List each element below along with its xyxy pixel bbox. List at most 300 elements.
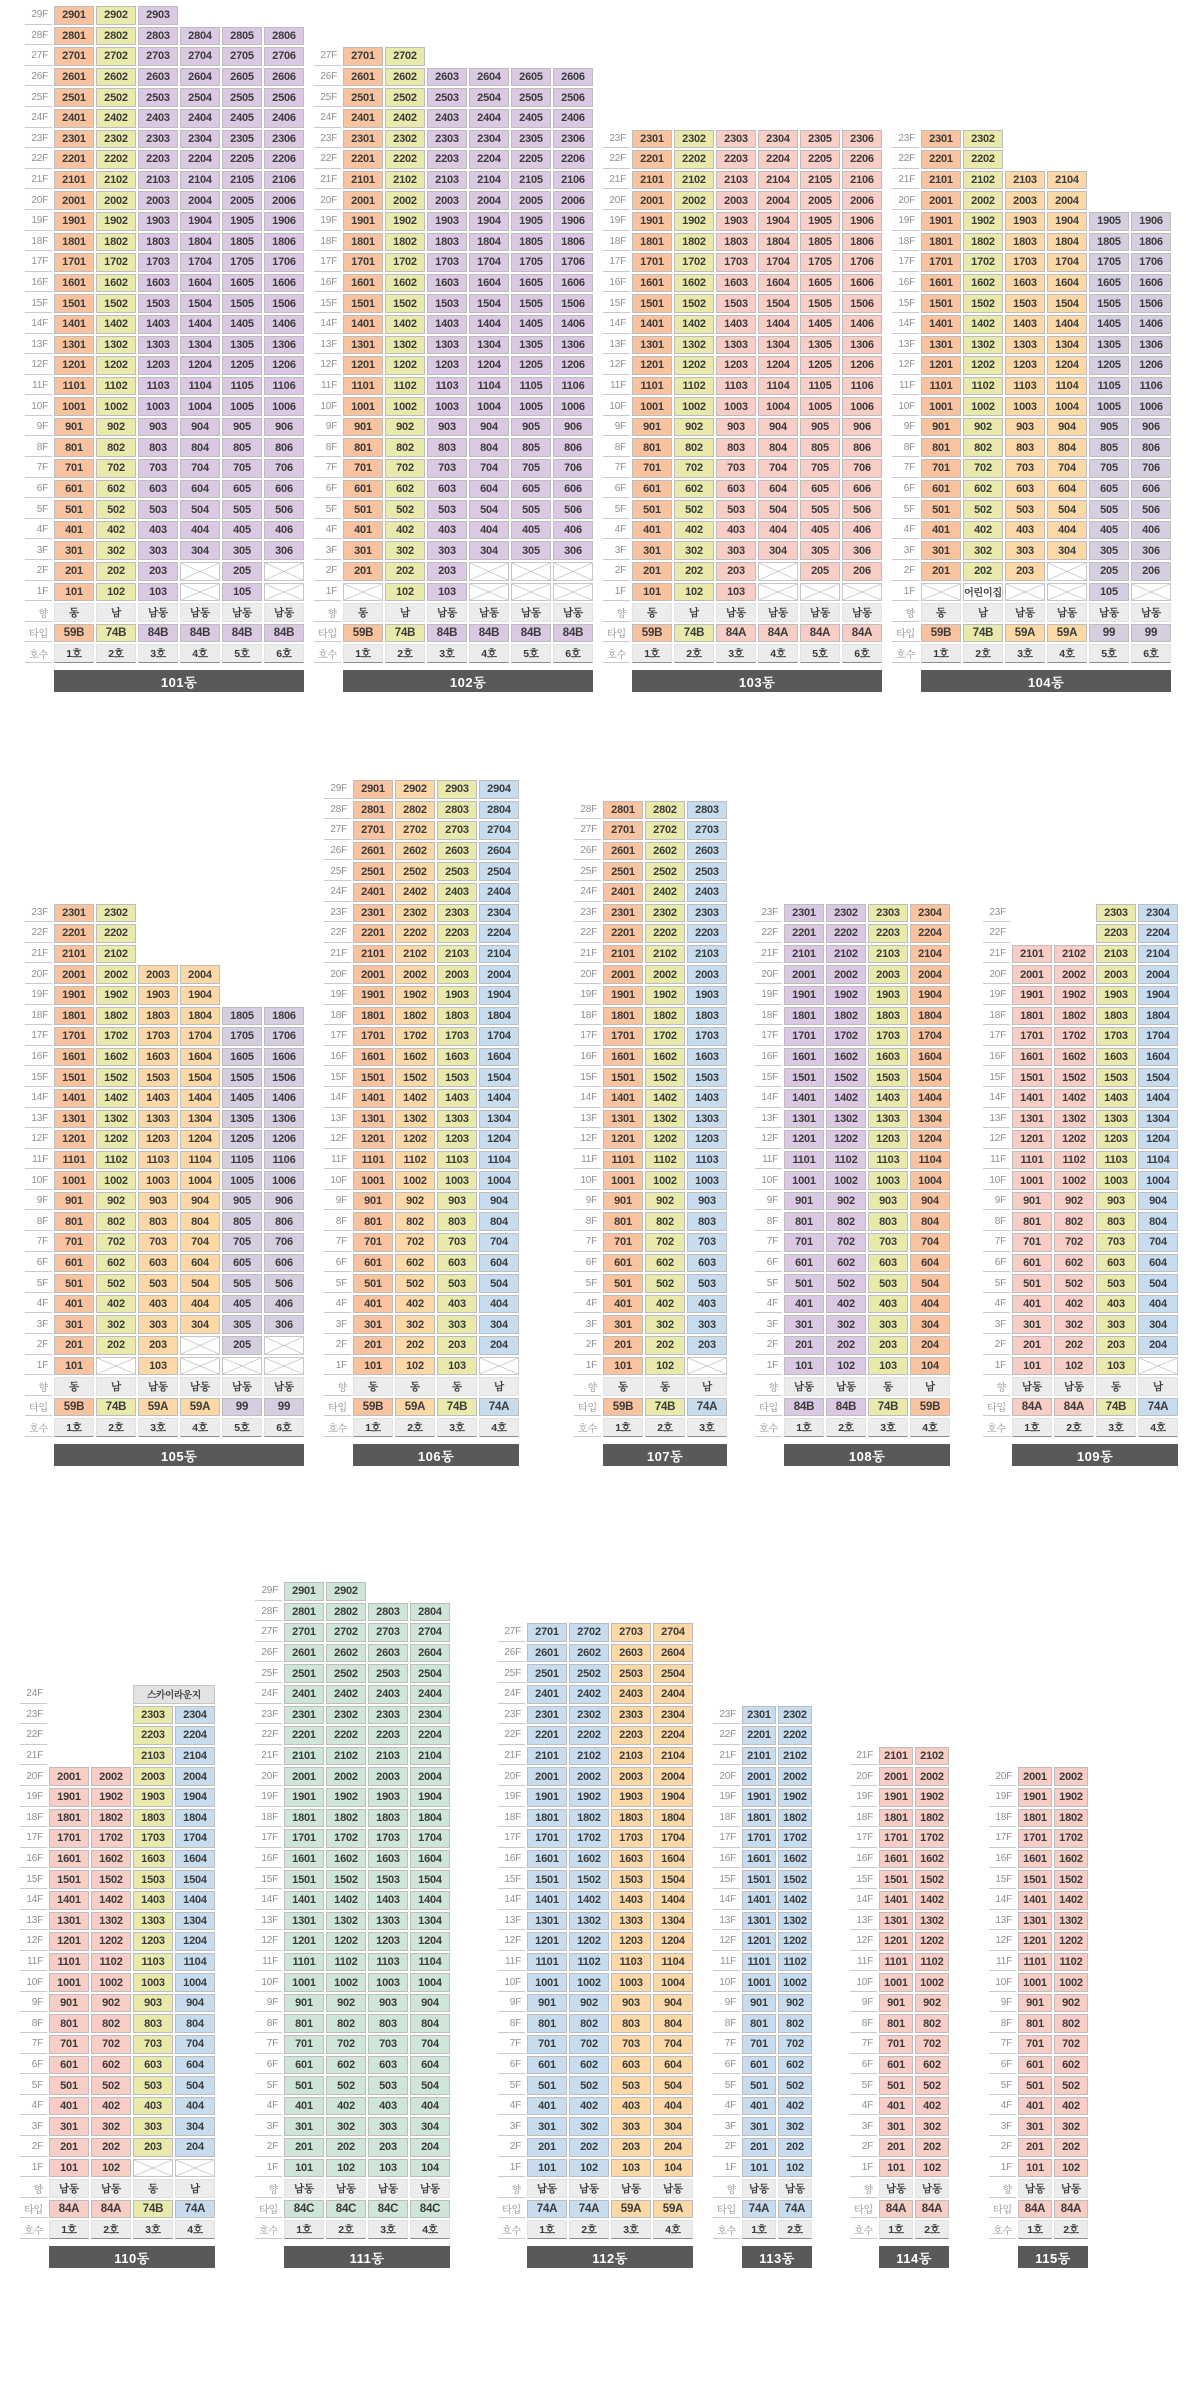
floor-label: 16F	[713, 1850, 740, 1869]
unit-no-cell: 4호	[410, 2220, 450, 2239]
floor-label: 4F	[603, 521, 630, 540]
unit-cell: 302	[915, 2117, 949, 2136]
no-unit-cell	[222, 1357, 262, 1376]
unit-cell: 502	[96, 500, 136, 519]
unit-cell: 304	[175, 2117, 215, 2136]
unit-cell: 204	[910, 1336, 950, 1355]
floor-label: 15F	[324, 1068, 351, 1087]
unit-cell: 904	[479, 1192, 519, 1211]
unit-cell: 1903	[687, 986, 727, 1005]
unit-cell: 703	[868, 1233, 908, 1252]
unit-cell: 1704	[469, 253, 509, 272]
direction-cell: 남동	[1047, 603, 1087, 622]
unit-cell: 2001	[284, 1767, 324, 1786]
floor-label: 21F	[755, 945, 782, 964]
unit-cell: 2104	[479, 945, 519, 964]
direction-cell: 남	[385, 603, 425, 622]
floor-label: 5F	[989, 2076, 1016, 2095]
direction-row-label: 향	[20, 2179, 47, 2198]
unit-cell: 1001	[603, 1171, 643, 1190]
unit-cell: 1202	[96, 356, 136, 375]
unit-cell: 906	[553, 418, 593, 437]
unit-cell: 1405	[222, 1089, 262, 1108]
unit-cell: 101	[54, 1357, 94, 1376]
unit-cell: 1404	[1138, 1089, 1178, 1108]
unit-cell: 402	[96, 1295, 136, 1314]
floor-label: 8F	[892, 438, 919, 457]
unit-cell: 702	[385, 459, 425, 478]
unit-cell: 1301	[353, 1110, 393, 1129]
unit-cell: 2802	[645, 801, 685, 820]
floor-label: 7F	[989, 2035, 1016, 2054]
unit-cell: 2903	[138, 6, 178, 25]
unit-cell: 2203	[368, 1726, 408, 1745]
unit-cell: 2203	[437, 924, 477, 943]
unit-cell: 203	[716, 562, 756, 581]
unit-cell: 502	[778, 2076, 812, 2095]
unit-cell: 2205	[222, 150, 262, 169]
building-104동	[892, 130, 1171, 692]
unit-cell: 2206	[842, 150, 882, 169]
floor-label: 8F	[983, 1212, 1010, 1231]
unit-cell: 405	[1089, 521, 1129, 540]
unit-cell: 502	[826, 1274, 866, 1293]
unit-cell: 2504	[410, 1664, 450, 1683]
unit-cell: 703	[716, 459, 756, 478]
floor-label: 13F	[603, 336, 630, 355]
type-row-label: 타입	[498, 2200, 525, 2219]
unit-cell: 903	[368, 1994, 408, 2013]
direction-row-label: 향	[324, 1377, 351, 1396]
floor-label: 13F	[255, 1912, 282, 1931]
unit-cell: 1602	[1054, 1048, 1094, 1067]
unit-cell: 606	[264, 1254, 304, 1273]
unit-cell: 104	[653, 2159, 693, 2178]
unit-cell: 2004	[1047, 191, 1087, 210]
empty-slot	[1012, 924, 1052, 943]
unit-cell: 502	[1054, 1274, 1094, 1293]
unit-cell: 601	[353, 1254, 393, 1273]
floor-label: 24F	[498, 1685, 525, 1704]
unit-cell: 2101	[742, 1747, 776, 1766]
floor-label: 12F	[755, 1130, 782, 1149]
floor-label: 1F	[20, 2159, 47, 2178]
unit-cell: 2503	[687, 862, 727, 881]
unit-cell: 1404	[1047, 315, 1087, 334]
unit-cell: 2002	[674, 191, 714, 210]
unit-cell: 202	[826, 1336, 866, 1355]
floor-label: 19F	[755, 986, 782, 1005]
unit-cell: 803	[368, 2014, 408, 2033]
unit-cell: 1602	[96, 274, 136, 293]
unit-cell: 2303	[368, 1706, 408, 1725]
unit-cell: 1001	[527, 1973, 567, 1992]
unit-cell: 1904	[1138, 986, 1178, 1005]
unit-cell: 303	[611, 2117, 651, 2136]
unit-cell: 2603	[368, 1644, 408, 1663]
unit-cell: 2005	[222, 191, 262, 210]
unit-cell: 1402	[963, 315, 1003, 334]
type-cell: 84A	[1018, 2200, 1052, 2219]
floor-label: 2F	[25, 1336, 52, 1355]
unit-cell: 2804	[479, 801, 519, 820]
type-cell: 84A	[49, 2200, 89, 2219]
unit-cell: 202	[778, 2138, 812, 2157]
unit-no-cell: 4호	[758, 644, 798, 663]
unit-no-cell: 2호	[1054, 1418, 1094, 1437]
direction-cell: 남동	[91, 2179, 131, 2198]
floor-label: 17F	[989, 1829, 1016, 1848]
unit-cell: 1702	[385, 253, 425, 272]
unit-cell: 1501	[742, 1870, 776, 1889]
unit-cell: 2302	[96, 904, 136, 923]
unit-cell: 403	[133, 2097, 173, 2116]
unit-cell: 801	[784, 1212, 824, 1231]
unit-cell: 1902	[645, 986, 685, 1005]
type-row-label: 타입	[755, 1398, 782, 1417]
unit-cell: 306	[842, 541, 882, 560]
unit-cell: 1204	[910, 1130, 950, 1149]
unit-cell: 2901	[284, 1582, 324, 1601]
unit-cell: 2501	[343, 88, 383, 107]
unit-cell: 806	[842, 438, 882, 457]
unit-cell: 601	[921, 480, 961, 499]
direction-cell: 남동	[1054, 1377, 1094, 1396]
unit-no-cell: 4호	[479, 1418, 519, 1437]
unit-cell: 202	[674, 562, 714, 581]
floor-label: 8F	[25, 1212, 52, 1231]
unit-cell: 503	[437, 1274, 477, 1293]
unit-cell: 1204	[180, 1130, 220, 1149]
type-cell: 84B	[511, 624, 551, 643]
unit-cell: 2202	[326, 1726, 366, 1745]
floor-label: 15F	[255, 1870, 282, 1889]
unit-cell: 1302	[326, 1912, 366, 1931]
unit-cell: 302	[385, 541, 425, 560]
unit-cell: 401	[1012, 1295, 1052, 1314]
unit-cell: 1401	[527, 1891, 567, 1910]
unit-cell: 403	[138, 521, 178, 540]
unit-cell: 2003	[611, 1767, 651, 1786]
unit-cell: 1001	[784, 1171, 824, 1190]
unit-cell: 1605	[222, 274, 262, 293]
type-row-label: 타입	[574, 1398, 601, 1417]
unit-no-cell: 3호	[687, 1418, 727, 1437]
unit-cell: 303	[1005, 541, 1045, 560]
unit-cell: 1002	[96, 397, 136, 416]
unit-cell: 1402	[326, 1891, 366, 1910]
unit-no-cell: 3호	[437, 1418, 477, 1437]
floor-label: 29F	[255, 1582, 282, 1601]
unit-cell: 2403	[611, 1685, 651, 1704]
unit-cell: 2702	[395, 821, 435, 840]
unit-cell: 2603	[611, 1644, 651, 1663]
unit-cell: 404	[410, 2097, 450, 2116]
unit-cell: 604	[910, 1254, 950, 1273]
empty-slot	[410, 1582, 450, 1601]
daycare-cell: 어린이집	[963, 583, 1003, 602]
floor-label: 13F	[498, 1912, 525, 1931]
floor-label: 12F	[20, 1932, 47, 1951]
unit-cell: 1401	[284, 1891, 324, 1910]
unit-cell: 2001	[54, 191, 94, 210]
unit-cell: 2601	[54, 68, 94, 87]
unit-cell: 802	[1054, 2014, 1088, 2033]
unit-cell: 1902	[778, 1788, 812, 1807]
unit-cell: 1201	[343, 356, 383, 375]
unit-no-cell: 1호	[921, 644, 961, 663]
unit-cell: 302	[645, 1315, 685, 1334]
unit-cell: 1303	[611, 1912, 651, 1931]
unit-cell: 1502	[326, 1870, 366, 1889]
unit-cell: 1203	[368, 1932, 408, 1951]
unit-cell: 1404	[469, 315, 509, 334]
floor-label: 7F	[603, 459, 630, 478]
floor-label: 14F	[983, 1089, 1010, 1108]
unit-cell: 1005	[222, 397, 262, 416]
floor-label: 16F	[25, 274, 52, 293]
unit-cell: 401	[632, 521, 672, 540]
unit-cell: 805	[800, 438, 840, 457]
floor-label: 11F	[498, 1953, 525, 1972]
direction-cell: 남동	[611, 2179, 651, 2198]
unit-cell: 202	[915, 2138, 949, 2157]
unit-cell: 601	[603, 1254, 643, 1273]
unit-cell: 1203	[716, 356, 756, 375]
unit-cell: 2001	[49, 1767, 89, 1786]
direction-cell: 동	[395, 1377, 435, 1396]
unit-cell: 1406	[264, 315, 304, 334]
empty-slot	[91, 1685, 131, 1704]
unit-cell: 1803	[437, 1007, 477, 1026]
floor-label: 9F	[574, 1192, 601, 1211]
floor-label: 16F	[25, 1048, 52, 1067]
floor-label: 15F	[498, 1870, 525, 1889]
floor-label: 2F	[255, 2138, 282, 2157]
building-name-bar: 115동	[1018, 2246, 1088, 2268]
empty-slot	[1054, 924, 1094, 943]
unit-grid	[603, 130, 882, 663]
unit-cell: 504	[180, 500, 220, 519]
unit-cell: 1204	[758, 356, 798, 375]
unit-cell: 804	[410, 2014, 450, 2033]
unit-cell: 1202	[569, 1932, 609, 1951]
type-row-label: 타입	[850, 2200, 877, 2219]
unit-cell: 1402	[778, 1891, 812, 1910]
unit-cell: 1204	[479, 1130, 519, 1149]
unit-cell: 403	[138, 1295, 178, 1314]
no-unit-cell	[264, 583, 304, 602]
no-unit-cell	[264, 1357, 304, 1376]
floor-label: 4F	[255, 2097, 282, 2116]
unit-cell: 1402	[569, 1891, 609, 1910]
unit-cell: 1902	[385, 212, 425, 231]
unit-cell: 1703	[427, 253, 467, 272]
floor-label: 20F	[498, 1767, 525, 1786]
unit-cell: 2302	[96, 130, 136, 149]
unit-cell: 1402	[915, 1891, 949, 1910]
unit-grid	[255, 1582, 450, 2239]
unit-cell: 501	[1012, 1274, 1052, 1293]
floor-label: 17F	[255, 1829, 282, 1848]
floor-label: 19F	[324, 986, 351, 1005]
floor-label: 7F	[755, 1233, 782, 1252]
floor-label: 11F	[713, 1953, 740, 1972]
unit-cell: 1705	[1089, 253, 1129, 272]
floor-label: 14F	[324, 1089, 351, 1108]
unit-cell: 1001	[742, 1973, 776, 1992]
unit-cell: 1501	[921, 294, 961, 313]
empty-slot	[222, 965, 262, 984]
unit-cell: 1803	[1096, 1007, 1136, 1026]
unit-cell: 1604	[758, 274, 798, 293]
unit-cell: 1801	[49, 1809, 89, 1828]
unit-cell: 2103	[138, 171, 178, 190]
unit-cell: 606	[553, 480, 593, 499]
unit-cell: 903	[687, 1192, 727, 1211]
building-110동	[20, 1685, 215, 2268]
unit-cell: 602	[326, 2056, 366, 2075]
floor-label: 13F	[892, 336, 919, 355]
unit-cell: 1705	[800, 253, 840, 272]
unit-cell: 1204	[469, 356, 509, 375]
unit-cell: 1902	[826, 986, 866, 1005]
unit-cell: 905	[800, 418, 840, 437]
unit-cell: 501	[742, 2076, 776, 2095]
unit-cell: 1303	[368, 1912, 408, 1931]
building-name-bar: 108동	[784, 1444, 950, 1466]
unit-cell: 1906	[1131, 212, 1171, 231]
floor-label: 24F	[255, 1685, 282, 1704]
unit-cell: 1801	[343, 233, 383, 252]
unit-cell: 1706	[1131, 253, 1171, 272]
unit-cell: 1203	[868, 1130, 908, 1149]
unit-cell: 2003	[138, 965, 178, 984]
floor-label: 5F	[20, 2076, 47, 2095]
unit-cell: 1603	[138, 1048, 178, 1067]
unit-cell: 2803	[437, 801, 477, 820]
unit-cell: 2104	[1138, 945, 1178, 964]
direction-cell: 남	[1138, 1377, 1178, 1396]
building-name-bar: 105동	[54, 1444, 304, 1466]
unit-cell: 202	[1054, 1336, 1094, 1355]
unit-cell: 1004	[1047, 397, 1087, 416]
unit-cell: 1006	[264, 1171, 304, 1190]
unit-cell: 2605	[222, 68, 262, 87]
unit-cell: 2301	[527, 1706, 567, 1725]
unit-cell: 203	[138, 1336, 178, 1355]
floor-label: 21F	[574, 945, 601, 964]
floor-label: 14F	[755, 1089, 782, 1108]
unit-cell: 901	[54, 1192, 94, 1211]
unit-cell: 501	[54, 1274, 94, 1293]
unit-cell: 901	[527, 1994, 567, 2013]
unit-cell: 602	[569, 2056, 609, 2075]
unit-cell: 1802	[963, 233, 1003, 252]
unit-cell: 1901	[284, 1788, 324, 1807]
unit-cell: 1606	[264, 274, 304, 293]
floor-label: 2F	[498, 2138, 525, 2157]
unit-cell: 1801	[632, 233, 672, 252]
unit-cell: 2801	[54, 27, 94, 46]
floor-label: 12F	[255, 1932, 282, 1951]
unit-cell: 404	[180, 521, 220, 540]
unit-cell: 1302	[645, 1110, 685, 1129]
unit-cell: 1206	[1131, 356, 1171, 375]
unit-cell: 2201	[343, 150, 383, 169]
floor-label: 2F	[574, 1336, 601, 1355]
floor-label: 5F	[983, 1274, 1010, 1293]
unit-cell: 402	[1054, 2097, 1088, 2116]
unit-cell: 2101	[284, 1747, 324, 1766]
unit-cell: 502	[645, 1274, 685, 1293]
unit-cell: 203	[1005, 562, 1045, 581]
floor-label: 19F	[314, 212, 341, 231]
unit-cell: 803	[138, 1212, 178, 1231]
type-cell: 59A	[395, 1398, 435, 1417]
empty-slot	[222, 904, 262, 923]
unit-cell: 1704	[653, 1829, 693, 1848]
unit-cell: 703	[1005, 459, 1045, 478]
unit-cell: 2002	[91, 1767, 131, 1786]
unit-cell: 1104	[479, 1151, 519, 1170]
unit-cell: 606	[264, 480, 304, 499]
empty-slot	[180, 945, 220, 964]
unit-grid	[983, 904, 1178, 1437]
unit-cell: 901	[54, 418, 94, 437]
unit-cell: 2603	[138, 68, 178, 87]
unit-cell: 2102	[395, 945, 435, 964]
type-cell: 74A	[1138, 1398, 1178, 1417]
floor-label: 20F	[574, 965, 601, 984]
unit-cell: 1305	[222, 1110, 262, 1129]
unit-cell: 2703	[437, 821, 477, 840]
unit-cell: 1403	[1096, 1089, 1136, 1108]
floor-label: 10F	[498, 1973, 525, 1992]
unit-cell: 1604	[180, 274, 220, 293]
unit-cell: 2201	[784, 924, 824, 943]
unit-cell: 101	[54, 583, 94, 602]
unit-cell: 1202	[385, 356, 425, 375]
floor-label: 2F	[850, 2138, 877, 2157]
direction-cell: 남동	[879, 2179, 913, 2198]
unit-cell: 403	[716, 521, 756, 540]
floor-label: 11F	[989, 1953, 1016, 1972]
floor-label: 1F	[324, 1357, 351, 1376]
unit-cell: 1302	[826, 1110, 866, 1129]
unit-cell: 306	[553, 541, 593, 560]
unit-cell: 303	[716, 541, 756, 560]
unit-cell: 1801	[603, 1007, 643, 1026]
unit-cell: 203	[611, 2138, 651, 2157]
unit-cell: 2302	[395, 904, 435, 923]
unit-grid	[892, 130, 1171, 663]
unit-cell: 1304	[479, 1110, 519, 1129]
unit-cell: 1704	[180, 1027, 220, 1046]
unit-cell: 2104	[175, 1747, 215, 1766]
unit-cell: 304	[1047, 541, 1087, 560]
floor-label: 9F	[20, 1994, 47, 2013]
unit-cell: 1701	[49, 1829, 89, 1848]
unit-cell: 705	[222, 1233, 262, 1252]
floor-label: 22F	[755, 924, 782, 943]
unit-cell: 304	[180, 1315, 220, 1334]
no-unit-cell	[133, 2159, 173, 2178]
unit-cell: 603	[611, 2056, 651, 2075]
unit-cell: 2701	[54, 47, 94, 66]
floor-label: 3F	[324, 1315, 351, 1334]
unit-cell: 1704	[479, 1027, 519, 1046]
